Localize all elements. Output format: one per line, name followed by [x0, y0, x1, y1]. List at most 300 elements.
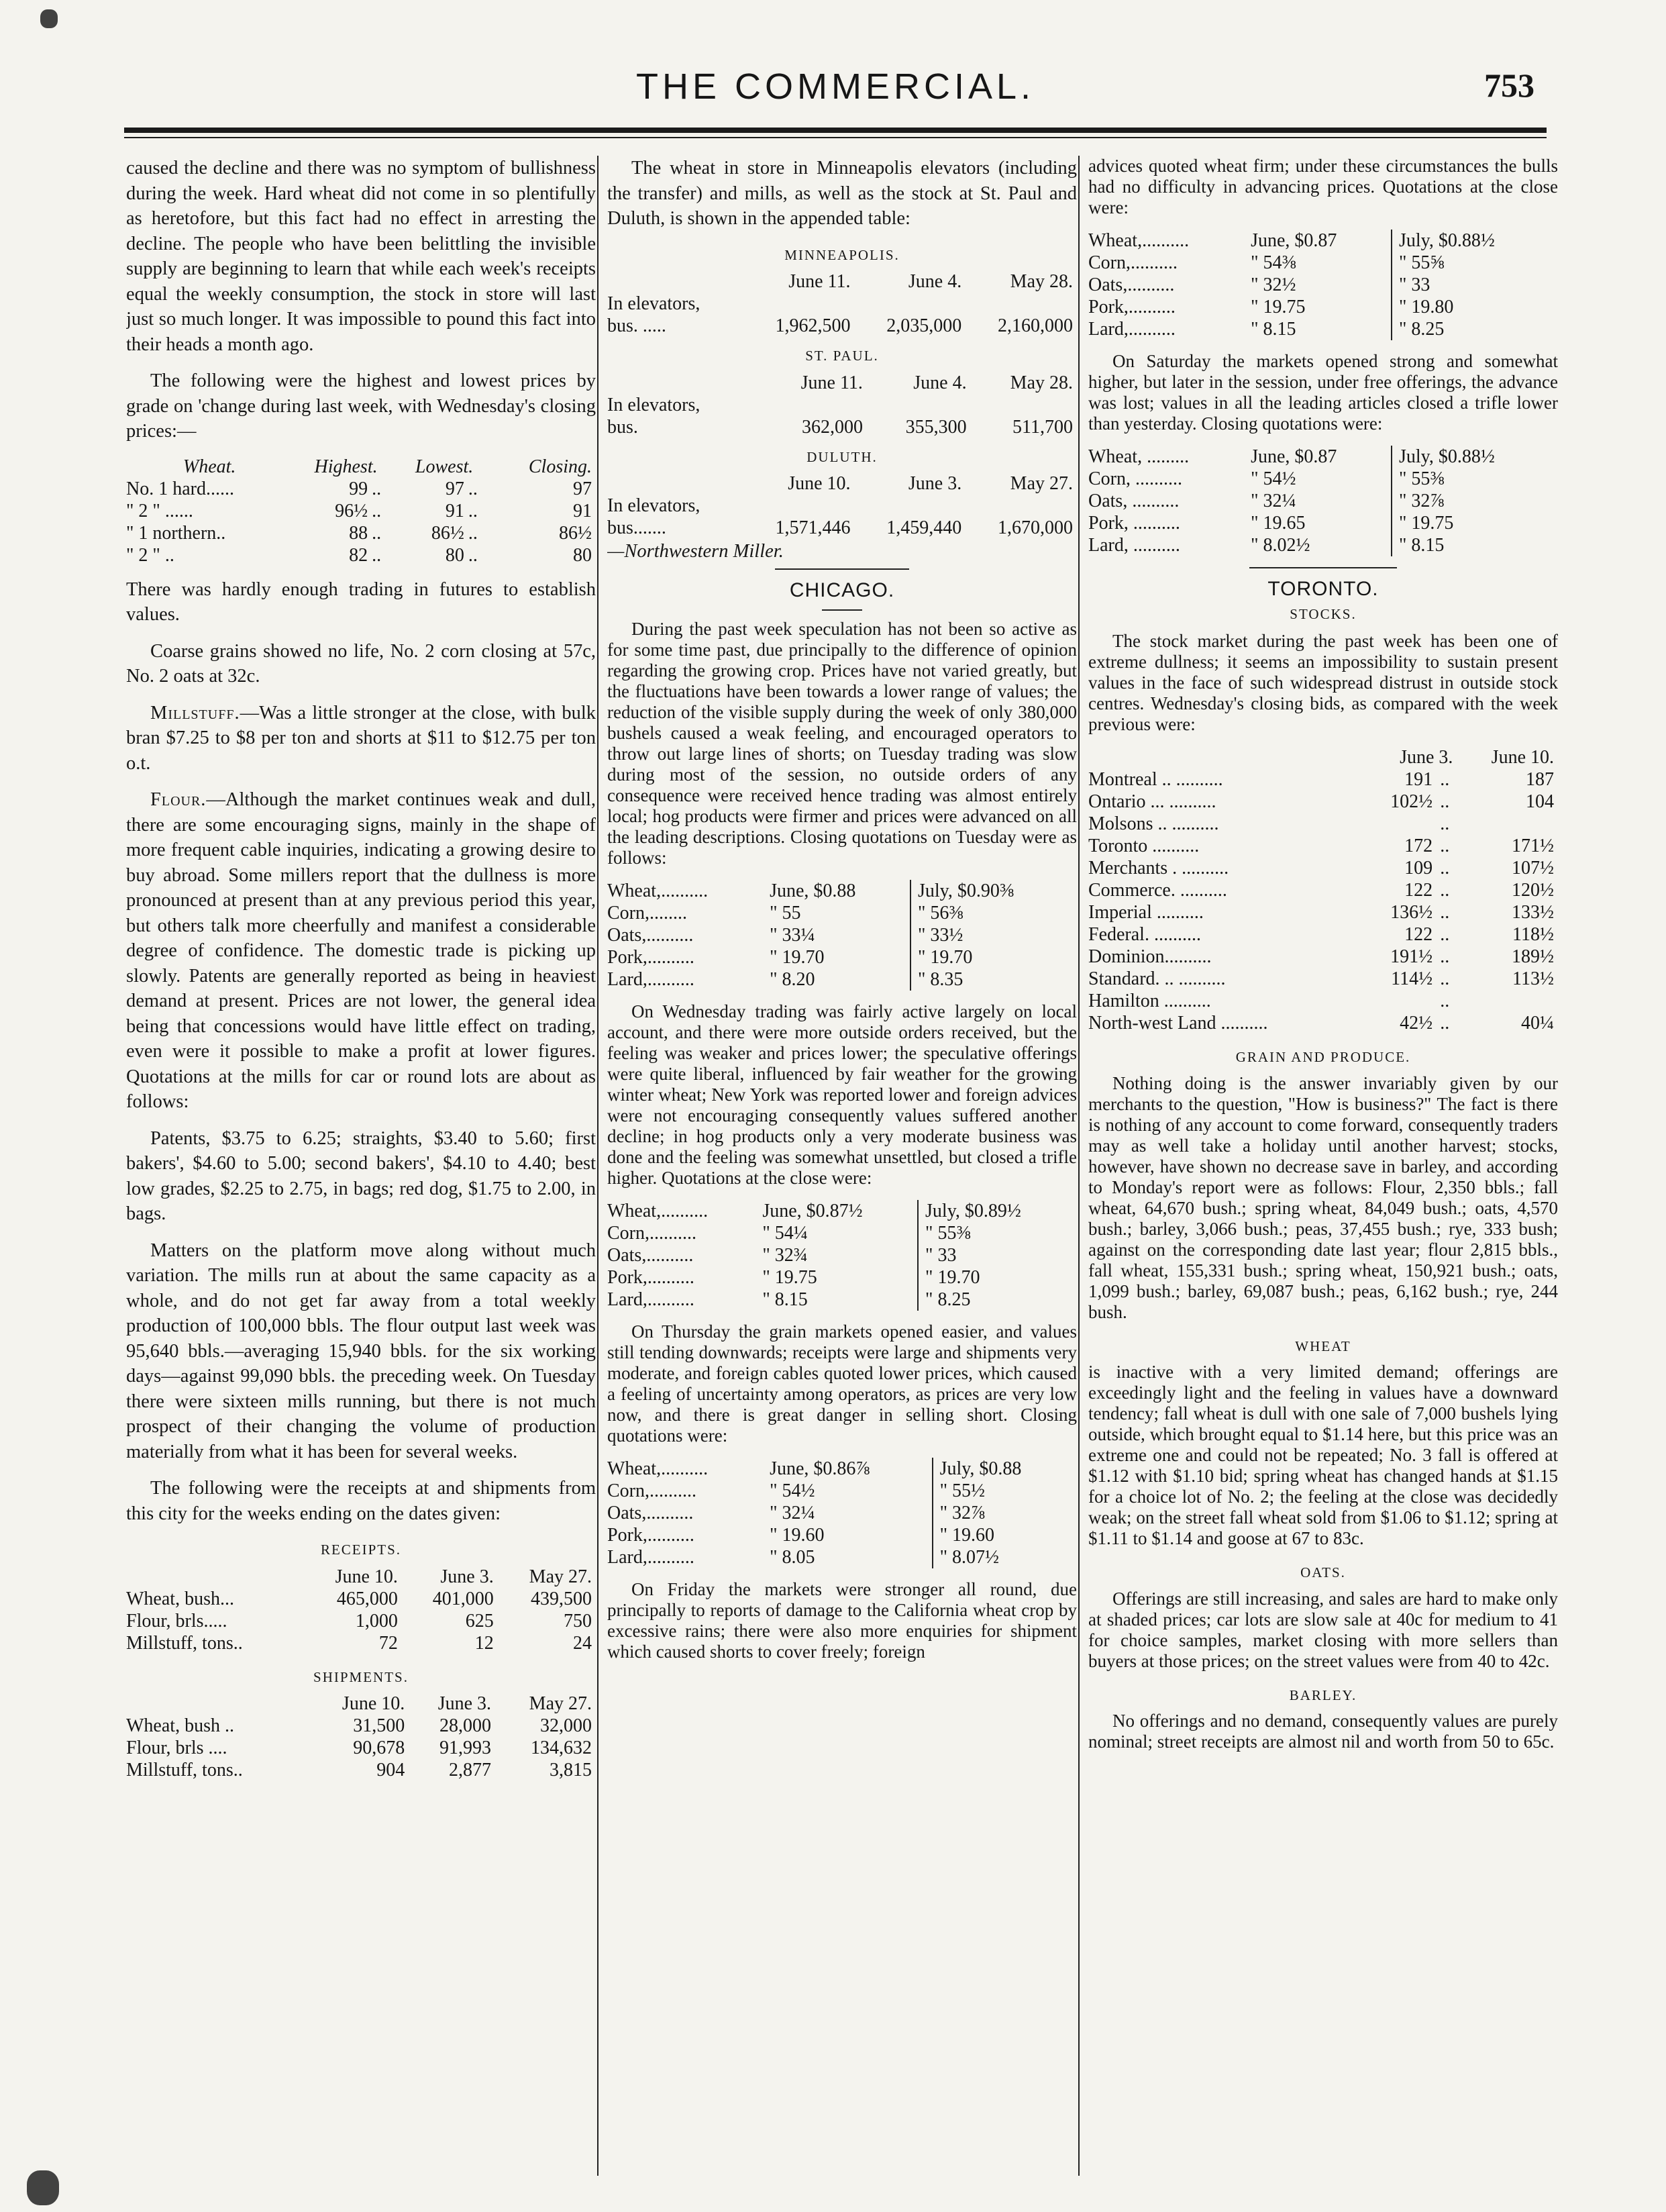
cell: 104	[1526, 791, 1554, 812]
cell: 82	[349, 544, 368, 566]
table-title: MINNEAPOLIS.	[784, 246, 900, 263]
cell: 97	[573, 478, 592, 499]
cell: " 33½	[910, 924, 1077, 946]
cell: July, $0.88½	[1392, 446, 1558, 468]
paragraph: On Saturday the markets opened strong and somewhat higher, but later in the session, under free offerings, the advance was lost; values in all the leading articles closed a trifle lower than yesterday. Closing quotations were:	[1088, 351, 1558, 434]
table-row	[607, 1244, 1077, 1266]
table-row	[1088, 923, 1558, 946]
cell: 114½	[1391, 968, 1433, 989]
cell: Montreal .. ..........	[1088, 769, 1223, 790]
cell: Standard. .. ..........	[1088, 968, 1226, 989]
cell: " 8.15	[1251, 319, 1296, 340]
paragraph: Nothing doing is the answer invariably given by our merchants to the question, "How is business?" The fact is there is nothing of any account to come forward, consequently traders may as well take a holiday until another harvest; stocks, however, have shown no decrease save in barley, and according to Monday's report were as follows: Flour, 2,350 bbls.; fall wheat, 64,670 bush.; spring wheat, 84,049 bush.; oats, 4,570 bush.; barley, 3,066 bush.; peas, 37,455 bush.; rye, 333 bush; against on the corresponding date last year; flour 2,815 bbls., fall wheat, 155,331 bush.; spring wheat, 150,921 bush.; oats, 1,099 bush.; barley, 69,087 bush.; peas, 6,162 bush.; rye, 244 bush.	[1088, 1072, 1558, 1322]
cell: Pork,..........	[607, 947, 694, 968]
header-cell: Lowest.	[415, 456, 474, 477]
paragraph: The following were the receipts at and shipments from this city for the weeks ending on the dates given:	[126, 1478, 596, 1524]
cell: Pork,..........	[607, 1525, 694, 1546]
table-row	[607, 1222, 1077, 1244]
ink-smear-bottom	[27, 2170, 59, 2205]
cell: In elevators,	[607, 394, 700, 415]
cell: " 55⅜	[1392, 468, 1558, 490]
cell: " 19.75	[1251, 297, 1306, 317]
cell: Ontario ... ..........	[1088, 791, 1216, 812]
cell: 109	[1404, 858, 1433, 878]
cell: Wheat,..........	[607, 1458, 709, 1479]
cell: 133½	[1512, 902, 1554, 923]
table-row	[1088, 813, 1558, 835]
table-row	[1088, 835, 1558, 857]
cell: 102½	[1390, 791, 1433, 812]
paragraph: Patents, $3.75 to 6.25; straights, $3.40 to 5.60; first bakers', $4.60 to 5.00; second bakers', $4.10 to 4.40; best low grades, $2.25 to 2.75, in bags; red dog, $1.75 to 2.00, in bags.	[126, 1127, 596, 1224]
cell: 24	[573, 1632, 592, 1654]
stocks-table	[1088, 746, 1558, 1034]
cell: ..	[1440, 902, 1450, 923]
cell: 122	[1404, 880, 1433, 901]
cell: " 8.20	[770, 969, 815, 990]
cell: 2,877	[449, 1760, 492, 1780]
header-cell: May 28.	[1010, 372, 1073, 393]
cell: Wheat, .........	[1088, 446, 1190, 467]
cell: Wheat,..........	[1088, 230, 1190, 251]
table-row	[1088, 768, 1558, 791]
cell: Oats, ..........	[1088, 491, 1180, 511]
header-cell	[1088, 746, 1367, 768]
cell: ..	[1440, 924, 1450, 945]
cell: 187	[1526, 769, 1554, 790]
cell: Pork, ..........	[1088, 513, 1180, 534]
cell: bus. .....	[607, 315, 666, 336]
masthead	[124, 66, 1547, 118]
cell: Flour, brls ....	[126, 1738, 227, 1758]
cell: ..	[1440, 968, 1450, 989]
cell: 96½	[335, 500, 368, 521]
grade-price-table	[126, 456, 596, 566]
cell: " 8.05	[770, 1547, 815, 1568]
cell: 362,000	[801, 416, 863, 438]
cell: 91,993	[439, 1738, 492, 1758]
cell: Flour, brls.....	[126, 1610, 227, 1631]
cell: 88	[349, 522, 368, 544]
shipments-table	[126, 1693, 596, 1781]
source-credit: —Northwestern Miller.	[607, 541, 784, 562]
table-row	[607, 517, 1077, 539]
header-cell: Wheat.	[183, 456, 236, 477]
cell: Millstuff, tons..	[126, 1760, 243, 1780]
cell: " 8.07½	[933, 1546, 1077, 1568]
cell: " 19.60	[770, 1525, 825, 1546]
cell: June, $0.86⅞	[770, 1458, 870, 1479]
table-row	[607, 1524, 1077, 1546]
cell: 120½	[1512, 880, 1554, 901]
column-divider-2	[1078, 156, 1080, 2176]
cell: ..	[1440, 813, 1450, 834]
table-row	[1088, 446, 1558, 468]
cell: " 32¾	[762, 1245, 808, 1266]
cell: 136½	[1390, 902, 1433, 923]
table-row	[126, 1588, 596, 1610]
cell: ..	[372, 478, 382, 499]
cell: 31,500	[353, 1715, 405, 1736]
table-row	[607, 1546, 1077, 1568]
table-row	[1088, 857, 1558, 879]
cell: 2,035,000	[886, 315, 962, 336]
cell: Pork,..........	[1088, 297, 1176, 317]
cell: 625	[465, 1610, 494, 1631]
cell: Lard,..........	[607, 1289, 694, 1310]
cell: 171½	[1512, 836, 1554, 856]
column-2	[607, 156, 1077, 2176]
cell: 1,459,440	[886, 517, 962, 538]
cell: " 33	[918, 1244, 1077, 1266]
cell: 401,000	[432, 1588, 494, 1609]
cell: " 54½	[1251, 468, 1296, 489]
cell: 80	[573, 544, 592, 566]
section-rule	[1249, 567, 1397, 568]
table-row	[607, 1289, 1077, 1311]
table-row	[1088, 274, 1558, 296]
cell: Wheat, bush ..	[126, 1715, 234, 1736]
table-row	[1088, 318, 1558, 340]
section-heading-toronto: TORONTO.	[1267, 578, 1379, 600]
paragraph: caused the decline and there was no symptom of bullishness during the week. Hard wheat did not come in so plentifully as heretofore, but this fact had no effect in arresting the decline. The people who have been belittling the invisible supply are beginning to learn that while each week's receipts equal the weekly consumption, the stock in store will last just so much longer. It was impossible to pound this fact into their heads a month ago.	[126, 158, 596, 355]
header-cell: June 10.	[342, 1693, 405, 1714]
cell: ..	[1440, 1013, 1450, 1034]
section-label: Flour.	[150, 789, 207, 810]
table-row	[1088, 1012, 1558, 1034]
cell: ..	[468, 522, 478, 544]
table-row	[1088, 512, 1558, 534]
header-cell: June 10.	[335, 1566, 398, 1587]
header-cell: June 4.	[908, 271, 962, 292]
table-row	[126, 500, 596, 522]
paragraph: On Friday the markets were stronger all round, due principally to reports of damage to the California wheat crop by excessive rains; there were also more enquiries for shipment which caused shorts to cover freely; foreign	[607, 1579, 1077, 1662]
column-1	[126, 156, 596, 2176]
header-cell: May 27.	[1010, 473, 1073, 494]
table-row	[607, 946, 1077, 968]
cell: " 19.70	[918, 1266, 1077, 1289]
paragraph: On Thursday the grain markets opened easier, and values still tending downwards; receipts were large and shipments very moderate, and foreign cables quoted lower prices, which caused a feeling of uncertainty among operators, as prices are very low now, and there is great danger in selling short. Closing quotations were:	[607, 1321, 1077, 1446]
section-rule	[822, 609, 862, 611]
table-row	[607, 495, 1077, 517]
header-cell	[607, 372, 762, 394]
cell: 122	[1404, 924, 1433, 945]
table-row	[126, 544, 596, 566]
cell: 86½	[431, 522, 464, 544]
table-title: ST. PAUL.	[805, 348, 879, 364]
table-header-row	[607, 472, 1077, 495]
header-cell: May 28.	[1010, 271, 1073, 292]
cell: Corn,........	[607, 903, 687, 923]
cell: 113½	[1512, 968, 1554, 989]
cell: 118½	[1512, 924, 1554, 945]
cell: In elevators,	[607, 495, 700, 516]
cell: " 33¼	[770, 925, 815, 946]
paragraph: Matters on the platform move along without much variation. The mills run at about the same capacity as a whole, and do not get far away from a total weekly production of 100,000 bbls. The flour output last week was 95,640 bbls.—averaging 15,940 bbls. for the six working days—against 99,090 bbls. the preceding week. On Tuesday there were sixteen mills running, but there is not much prospect of their changing the volume of production materially from what it has been for several weeks.	[126, 1240, 596, 1462]
paragraph	[126, 701, 596, 776]
table-title: DULUTH.	[806, 448, 878, 465]
header-cell: June 3.	[437, 1693, 492, 1714]
table-header-row	[126, 1566, 596, 1588]
cell: Molsons .. ..........	[1088, 813, 1219, 834]
header-cell: May 27.	[529, 1693, 592, 1714]
table-row	[1088, 230, 1558, 252]
cell: 80	[445, 544, 464, 566]
cell: Dominion..........	[1088, 946, 1212, 967]
quotation-table-friday	[1088, 230, 1558, 340]
page-title: THE COMMERCIAL.	[635, 66, 1035, 107]
header-cell: June 3.	[908, 473, 962, 494]
paragraph-text: —Was a little stronger at the close, with bulk bran $7.25 to $8 per ton and shorts at $11 to $12.75 per ton o.t.	[126, 702, 596, 774]
table-row	[1088, 252, 1558, 274]
table-row	[607, 1458, 1077, 1480]
ink-smear-top	[40, 9, 58, 28]
table-row	[1088, 901, 1558, 923]
cell: " 54¼	[762, 1223, 808, 1244]
cell: July, $0.88	[933, 1458, 1077, 1480]
cell: 439,500	[531, 1588, 592, 1609]
cell: " 2 " ......	[126, 500, 193, 521]
paragraph: The stock market during the past week has been one of extreme dullness; it seems an impossibility to sustain present values in the face of such widespread distrust in outside stock centres. Wednesday's closing bids, as compared with the week previous were:	[1088, 631, 1558, 734]
table-row	[1088, 468, 1558, 490]
cell: " 19.75	[1392, 512, 1558, 534]
table-row	[607, 880, 1077, 902]
paragraph: is inactive with a very limited demand; offerings are exceedingly light and the feeling in values have a downward tendency; fall wheat is dull with one sale of 7,000 bushels lying outside, which brought equal to $1.14 here, but this price was an extreme one and could not be repeated; No. 3 fall is offered at $1.12 with $1.10 bid; spring wheat has changed hands at $1.15 for a choice lot of No. 2; the feeling at the close was decidedly weak; on the street fall wheat sold from $1.06 to $1.12; spring at $1.11 to $1.14 and goose at 67 to 83c.	[1088, 1362, 1558, 1548]
table-row	[1088, 296, 1558, 318]
cell: 12	[474, 1632, 494, 1654]
quotation-table-wednesday	[607, 1200, 1077, 1311]
subheading-grain-and-produce: GRAIN AND PRODUCE.	[1235, 1049, 1411, 1065]
cell: 2,160,000	[998, 315, 1073, 336]
cell: 86½	[559, 522, 592, 544]
cell: 107½	[1512, 858, 1554, 878]
cell	[1457, 990, 1558, 1012]
column-divider-1	[597, 156, 598, 2176]
cell: " 54½	[770, 1480, 815, 1501]
header-cell: June 11.	[788, 271, 851, 292]
table-row	[1088, 791, 1558, 813]
cell: Merchants . ..........	[1088, 858, 1229, 878]
paragraph	[126, 787, 596, 1115]
cell: Hamilton ..........	[1088, 991, 1211, 1011]
cell: Lard,..........	[607, 1547, 694, 1568]
cell: Oats,..........	[607, 1245, 694, 1266]
cell: " 54⅜	[1251, 252, 1296, 273]
table-row	[607, 924, 1077, 946]
page-number: 753	[1484, 66, 1534, 104]
quotation-table-saturday	[1088, 446, 1558, 556]
cell: bus.......	[607, 517, 666, 538]
cell: 91	[573, 500, 592, 521]
table-row	[1088, 879, 1558, 901]
chicago-report	[607, 619, 1077, 1662]
cell: Oats,..........	[607, 925, 694, 946]
cell: " 32⅞	[933, 1502, 1077, 1524]
cell	[1367, 990, 1437, 1012]
cell: June, $0.87½	[762, 1201, 863, 1221]
table-row	[607, 902, 1077, 924]
receipts-table	[126, 1566, 596, 1654]
table-header-row	[607, 372, 1077, 394]
cell: " 2 " ..	[126, 544, 174, 566]
cell: " 19.80	[1392, 296, 1558, 318]
cell: " 19.75	[762, 1267, 817, 1288]
cell: Toronto ..........	[1088, 836, 1200, 856]
header-cell	[607, 270, 743, 293]
cell	[1457, 813, 1558, 835]
cell: Pork,..........	[607, 1267, 694, 1288]
cell: " 19.70	[770, 947, 825, 968]
cell: 91	[445, 500, 464, 521]
cell: ..	[468, 500, 478, 521]
cell: " 19.70	[910, 946, 1077, 968]
table-row	[126, 478, 596, 500]
cell: 750	[564, 1610, 592, 1631]
header-rule-thin	[124, 137, 1547, 138]
cell: June, $0.88	[770, 881, 856, 901]
paragraph: Coarse grains showed no life, No. 2 corn closing at 57c, No. 2 oats at 32c.	[126, 640, 596, 687]
cell: 191	[1404, 769, 1433, 790]
table-row	[126, 522, 596, 544]
table-row	[607, 315, 1077, 337]
quotation-table-thursday	[607, 1458, 1077, 1568]
header-cell: Closing.	[528, 456, 592, 477]
table-row	[126, 1632, 596, 1654]
table-row	[607, 1502, 1077, 1524]
cell: 511,700	[1012, 416, 1073, 438]
cell: ..	[1440, 946, 1450, 967]
header-cell: June 11.	[800, 372, 863, 393]
cell: 191½	[1390, 946, 1433, 967]
header-cell	[126, 1566, 304, 1588]
table-row	[607, 1266, 1077, 1289]
paragraph-text: —Although the market continues weak and dull, there are some encouraging signs, mainly in the shape of more frequent cable inquiries, indicating a growing desire to buy abroad. Some millers report that the dullness is more pronounced at present than at any previous period this year, but others talk more cheerfully and manifest a considerable degree of confidence. The domestic trade is picking up slowly. Patents are generally reported as being in heaviest demand at present. Prices are not lower, the general idea being that concessions would have little effect on trading, even were it possible to make a profit at lower figures. Quotations at the mills for car or round lots are about as follows:	[126, 789, 596, 1112]
cell: Imperial ..........	[1088, 902, 1204, 923]
paragraph: Offerings are still increasing, and sales are hard to make only at shaded prices; car lots are slow sale at 40c for medium to 41 for choice samples, market closing with more sellers than buyers at those prices; on the street values were from 40 to 42c.	[1088, 1588, 1558, 1671]
cell: " 33	[1392, 274, 1558, 296]
elevator-table-st-paul	[607, 372, 1077, 438]
cell: ..	[1440, 991, 1450, 1011]
cell: " 8.25	[1392, 318, 1558, 340]
cell: " 55½	[933, 1480, 1077, 1502]
cell: 1,571,446	[775, 517, 851, 538]
table-row	[126, 1737, 596, 1759]
cell: June, $0.87	[1251, 446, 1337, 467]
table-row	[1088, 490, 1558, 512]
cell: " 56⅜	[910, 902, 1077, 924]
table-row	[126, 1715, 596, 1737]
cell: Oats,..........	[1088, 274, 1175, 295]
subheading-oats: OATS.	[1300, 1564, 1346, 1580]
cell: North-west Land ..........	[1088, 1013, 1268, 1034]
cell: " 8.02½	[1251, 535, 1310, 556]
cell: ..	[1440, 880, 1450, 901]
header-cell: May 27.	[529, 1566, 592, 1587]
cell: 1,670,000	[998, 517, 1073, 538]
cell: July, $0.88½	[1392, 230, 1558, 252]
table-row	[607, 1200, 1077, 1222]
cell: Lard,..........	[607, 969, 694, 990]
cell: " 8.35	[910, 968, 1077, 991]
cell: ..	[372, 522, 382, 544]
table-header-row	[1088, 746, 1558, 768]
table-row	[1088, 990, 1558, 1012]
cell: Lard, ..........	[1088, 535, 1180, 556]
cell: " 32⅞	[1392, 490, 1558, 512]
cell: ..	[1440, 858, 1450, 878]
header-cell: June 10.	[788, 473, 851, 494]
cell: July, $0.89½	[918, 1200, 1077, 1222]
paragraph: There was hardly enough trading in futures to establish values.	[126, 579, 596, 625]
cell: ..	[372, 544, 382, 566]
cell: Wheat,..........	[607, 881, 709, 901]
elevator-table-duluth	[607, 472, 1077, 539]
cell: No. 1 hard......	[126, 478, 234, 499]
cell: 904	[376, 1760, 405, 1780]
header-cell: June 3.	[440, 1566, 494, 1587]
cell: 97	[445, 478, 464, 499]
section-label: Millstuff.	[150, 702, 240, 723]
cell: Wheat,..........	[607, 1201, 709, 1221]
cell: 42½	[1400, 1013, 1433, 1034]
header-rule-thick	[124, 128, 1547, 133]
cell: 99	[349, 478, 368, 499]
table-header-row	[607, 270, 1077, 293]
table-header-row	[126, 456, 596, 478]
cell: Oats,..........	[607, 1503, 694, 1523]
cell: " 32¼	[1251, 491, 1296, 511]
subheading-wheat: WHEAT	[1295, 1338, 1351, 1354]
cell: Corn,..........	[1088, 252, 1178, 273]
header-cell	[607, 472, 743, 495]
cell: 40¼	[1521, 1013, 1554, 1034]
cell: 465,000	[336, 1588, 398, 1609]
cell: 172	[1404, 836, 1433, 856]
cell	[1367, 813, 1437, 835]
cell: June, $0.87	[1251, 230, 1337, 251]
cell: " 32¼	[770, 1503, 815, 1523]
header-cell	[126, 1693, 308, 1715]
cell: " 32½	[1251, 274, 1296, 295]
table-header-row	[126, 1693, 596, 1715]
cell: 90,678	[353, 1738, 405, 1758]
quotation-table-tuesday	[607, 880, 1077, 991]
cell: ..	[1440, 836, 1450, 856]
cell: 1,962,500	[775, 315, 851, 336]
table-row	[1088, 968, 1558, 990]
subheading-stocks: STOCKS.	[1290, 605, 1357, 622]
cell: " 1 northern..	[126, 522, 226, 544]
cell: Corn, ..........	[1088, 468, 1182, 489]
table-row	[607, 1480, 1077, 1502]
table-row	[126, 1759, 596, 1781]
paragraph: During the past week speculation has not been so active as for some time past, due principally to the difference of opinion regarding the growing crop. Prices have not varied greatly, but the fluctuations have been towards a lower range of values; the reduction of the visible supply during the week of only 380,000 bushels caused a weak feeling, and encouraged operators to throw out large lines of shorts; on Tuesday trading was slow during most of the session, no outside orders of any consequence were received hence trading was almost entirely local; hog products were firmer and prices were advanced on all the leading descriptions. Closing quotations on Tuesday were as follows:	[607, 619, 1077, 868]
cell: " 55	[770, 903, 801, 923]
paragraph: No offerings and no demand, consequently values are purely nominal; street receipts are almost nil and worth from 50 to 65c.	[1088, 1711, 1558, 1752]
cell: 355,300	[905, 416, 967, 438]
cell: July, $0.90⅜	[910, 880, 1077, 902]
cell: 32,000	[540, 1715, 592, 1736]
section-heading-chicago: CHICAGO.	[789, 579, 895, 601]
table-title: RECEIPTS.	[320, 1542, 402, 1558]
cell: bus.	[607, 416, 638, 438]
table-row	[607, 416, 1077, 438]
cell: ..	[1440, 769, 1450, 790]
paragraph: advices quoted wheat firm; under these circumstances the bulls had no difficulty in advancing prices. Quotations at the close were:	[1088, 156, 1558, 217]
cell: Federal. ..........	[1088, 924, 1201, 945]
cell: ..	[1440, 791, 1450, 812]
cell: 3,815	[550, 1760, 592, 1780]
paragraph: The wheat in store in Minneapolis elevators (including the transfer) and mills, as well as the stock at St. Paul and Duluth, is shown in the appended table:	[607, 158, 1077, 229]
